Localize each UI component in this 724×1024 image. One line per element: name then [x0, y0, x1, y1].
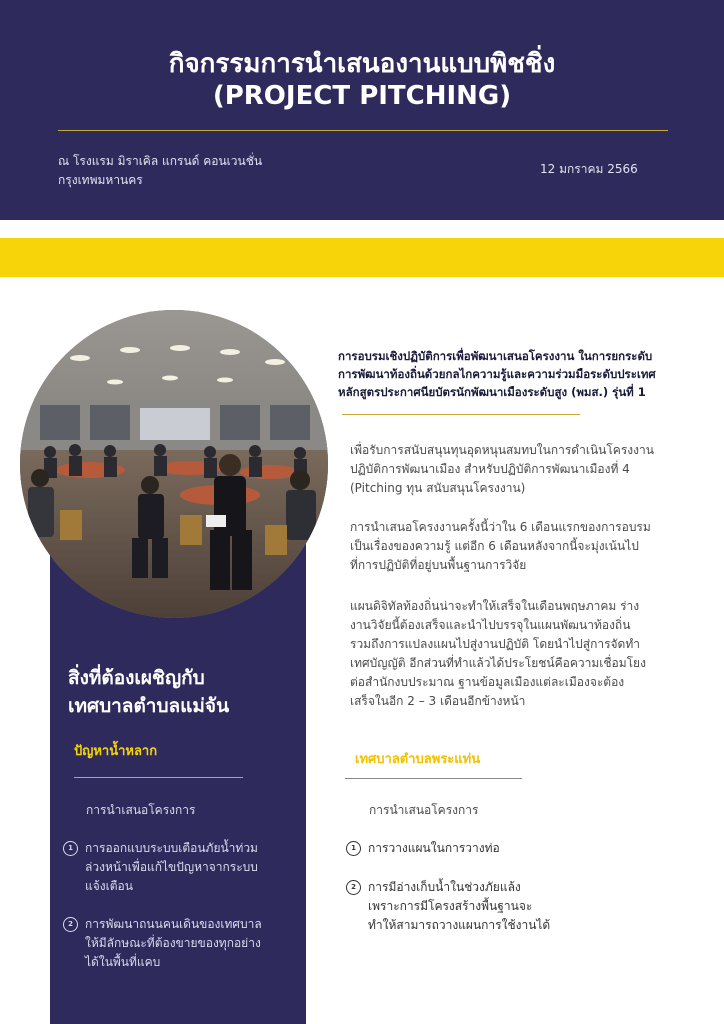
left-heading-line-2: เทศบาลตำบลแม่จัน — [68, 695, 230, 717]
paragraph-line: เทศบัญญัติ อีกส่วนที่ทำแล้วได้ประโยชน์คือความเชื่อมโยง — [350, 656, 646, 670]
item-text-line: ทำให้สามารถวางแผนการใช้งานได้ — [368, 918, 551, 932]
paragraph-line: งานวิจัยนี้ต้องเสร็จและนำไปบรรจุในแผนพัฒนาท้องถิ่น — [350, 618, 631, 632]
intro-heading — [338, 347, 708, 401]
item-text-line: การพัฒนาถนนคนเดินของเทศบาล — [85, 917, 262, 931]
paragraph-line: (Pitching ทุน สนับสนุนโครงงาน) — [350, 481, 526, 495]
yellow-band — [0, 238, 724, 277]
event-photo — [20, 310, 328, 618]
item-text-line: เพราะการมีโครงสร้างพื้นฐานจะ — [368, 899, 533, 913]
paragraph-line: ต่อสำนักงบประมาณ ฐานข้อมูลเมืองแต่ละเมืองจะต้อง — [350, 675, 625, 689]
header-banner — [0, 0, 724, 220]
intro-divider — [342, 414, 580, 415]
paragraph-line: รวมถึงการแปลงแผนไปสู่งานปฏิบัติ โดยนำไปสู่การจัดทำ — [350, 637, 640, 651]
intro-line: การอบรมเชิงปฏิบัติการเพื่อพัฒนาเสนอโครงงาน ในการยกระดับ — [338, 349, 653, 363]
paragraph-line: เพื่อรับการสนับสนุนทุนอุดหนุนสมทบในการดำเนินโครงงาน — [350, 443, 654, 457]
left-heading — [68, 664, 298, 720]
item-text-line: ล่วงหน้าเพื่อแก้ไขปัญหาจากระบบ — [85, 860, 258, 874]
event-photo-illustration — [20, 310, 328, 618]
item-text-line: การมีอ่างเก็บน้ำในช่วงภัยแล้ง — [368, 880, 521, 894]
left-section-divider — [74, 777, 243, 778]
paragraph-line: แผนดิจิทัลท้องถิ่นน่าจะทำให้เสร็จในเดือนพฤษภาคม ร่าง — [350, 599, 640, 613]
number-badge: 1 — [63, 841, 78, 856]
page-title — [0, 48, 724, 112]
paragraph-line: ที่การปฏิบัติที่อยู่บนพื้นฐานการวิจัย — [350, 558, 527, 572]
paragraph-2 — [350, 518, 700, 575]
item-text-line: การวางแผนในการวางท่อ — [368, 841, 500, 855]
paragraph-line: ปฏิบัติการพัฒนาเมือง สำหรับปฏิบัติการพัฒนาเมืองที่ 4 — [350, 462, 630, 476]
left-heading-line-1: สิ่งที่ต้องเผชิญกับ — [68, 667, 205, 689]
number-badge: 1 — [346, 841, 361, 856]
item-text-line: การออกแบบระบบเตือนภัยน้ำท่วม — [85, 841, 258, 855]
title-line-2: (PROJECT PITCHING) — [212, 81, 512, 111]
intro-line: หลักสูตรประกาศนียบัตรนักพัฒนาเมืองระดับสูง (พมส.) รุ่นที่ 1 — [338, 385, 646, 399]
left-subtitle: การนำเสนอโครงการ — [86, 803, 196, 817]
venue-line-2: กรุงเทพมหานคร — [58, 173, 143, 187]
title-line-1: กิจกรรมการนำเสนองานแบบพิชชิ่ง — [168, 49, 556, 79]
event-date: 12 มกราคม 2566 — [540, 162, 638, 176]
paragraph-line: เสร็จในอีก 2 – 3 เดือนอีกข้างหน้า — [350, 694, 526, 708]
paragraph-1 — [350, 441, 700, 498]
right-section-title: เทศบาลตำบลพระแท่น — [355, 752, 481, 767]
venue-line-1: ณ โรงแรม มิราเคิล แกรนด์ คอนเวนชั่น — [58, 154, 263, 168]
header-divider — [58, 130, 668, 131]
right-section-divider — [345, 778, 522, 779]
intro-line: การพัฒนาท้องถิ่นด้วยกลไกความรู้และความร่วมมือระดับประเทศ — [338, 367, 656, 381]
paragraph-line: เป็นเรื่องของความรู้ แต่อีก 6 เดือนหลังจากนี้จะมุ่งเน้นไป — [350, 539, 639, 553]
right-subtitle: การนำเสนอโครงการ — [369, 803, 479, 817]
item-text-line: ได้ในพื้นที่แคบ — [85, 955, 161, 969]
number-badge: 2 — [63, 917, 78, 932]
number-badge: 2 — [346, 880, 361, 895]
venue — [58, 152, 358, 190]
paragraph-line: การนำเสนอโครงงานครั้งนี้ว่าใน 6 เดือนแรกของการอบรม — [350, 520, 651, 534]
item-text-line: ให้มีลักษณะที่ต้องขายของทุกอย่าง — [85, 936, 261, 950]
paragraph-3 — [350, 597, 700, 711]
left-section-title: ปัญหาน้ำหลาก — [74, 744, 158, 759]
item-text-line: แจ้งเตือน — [85, 879, 133, 893]
